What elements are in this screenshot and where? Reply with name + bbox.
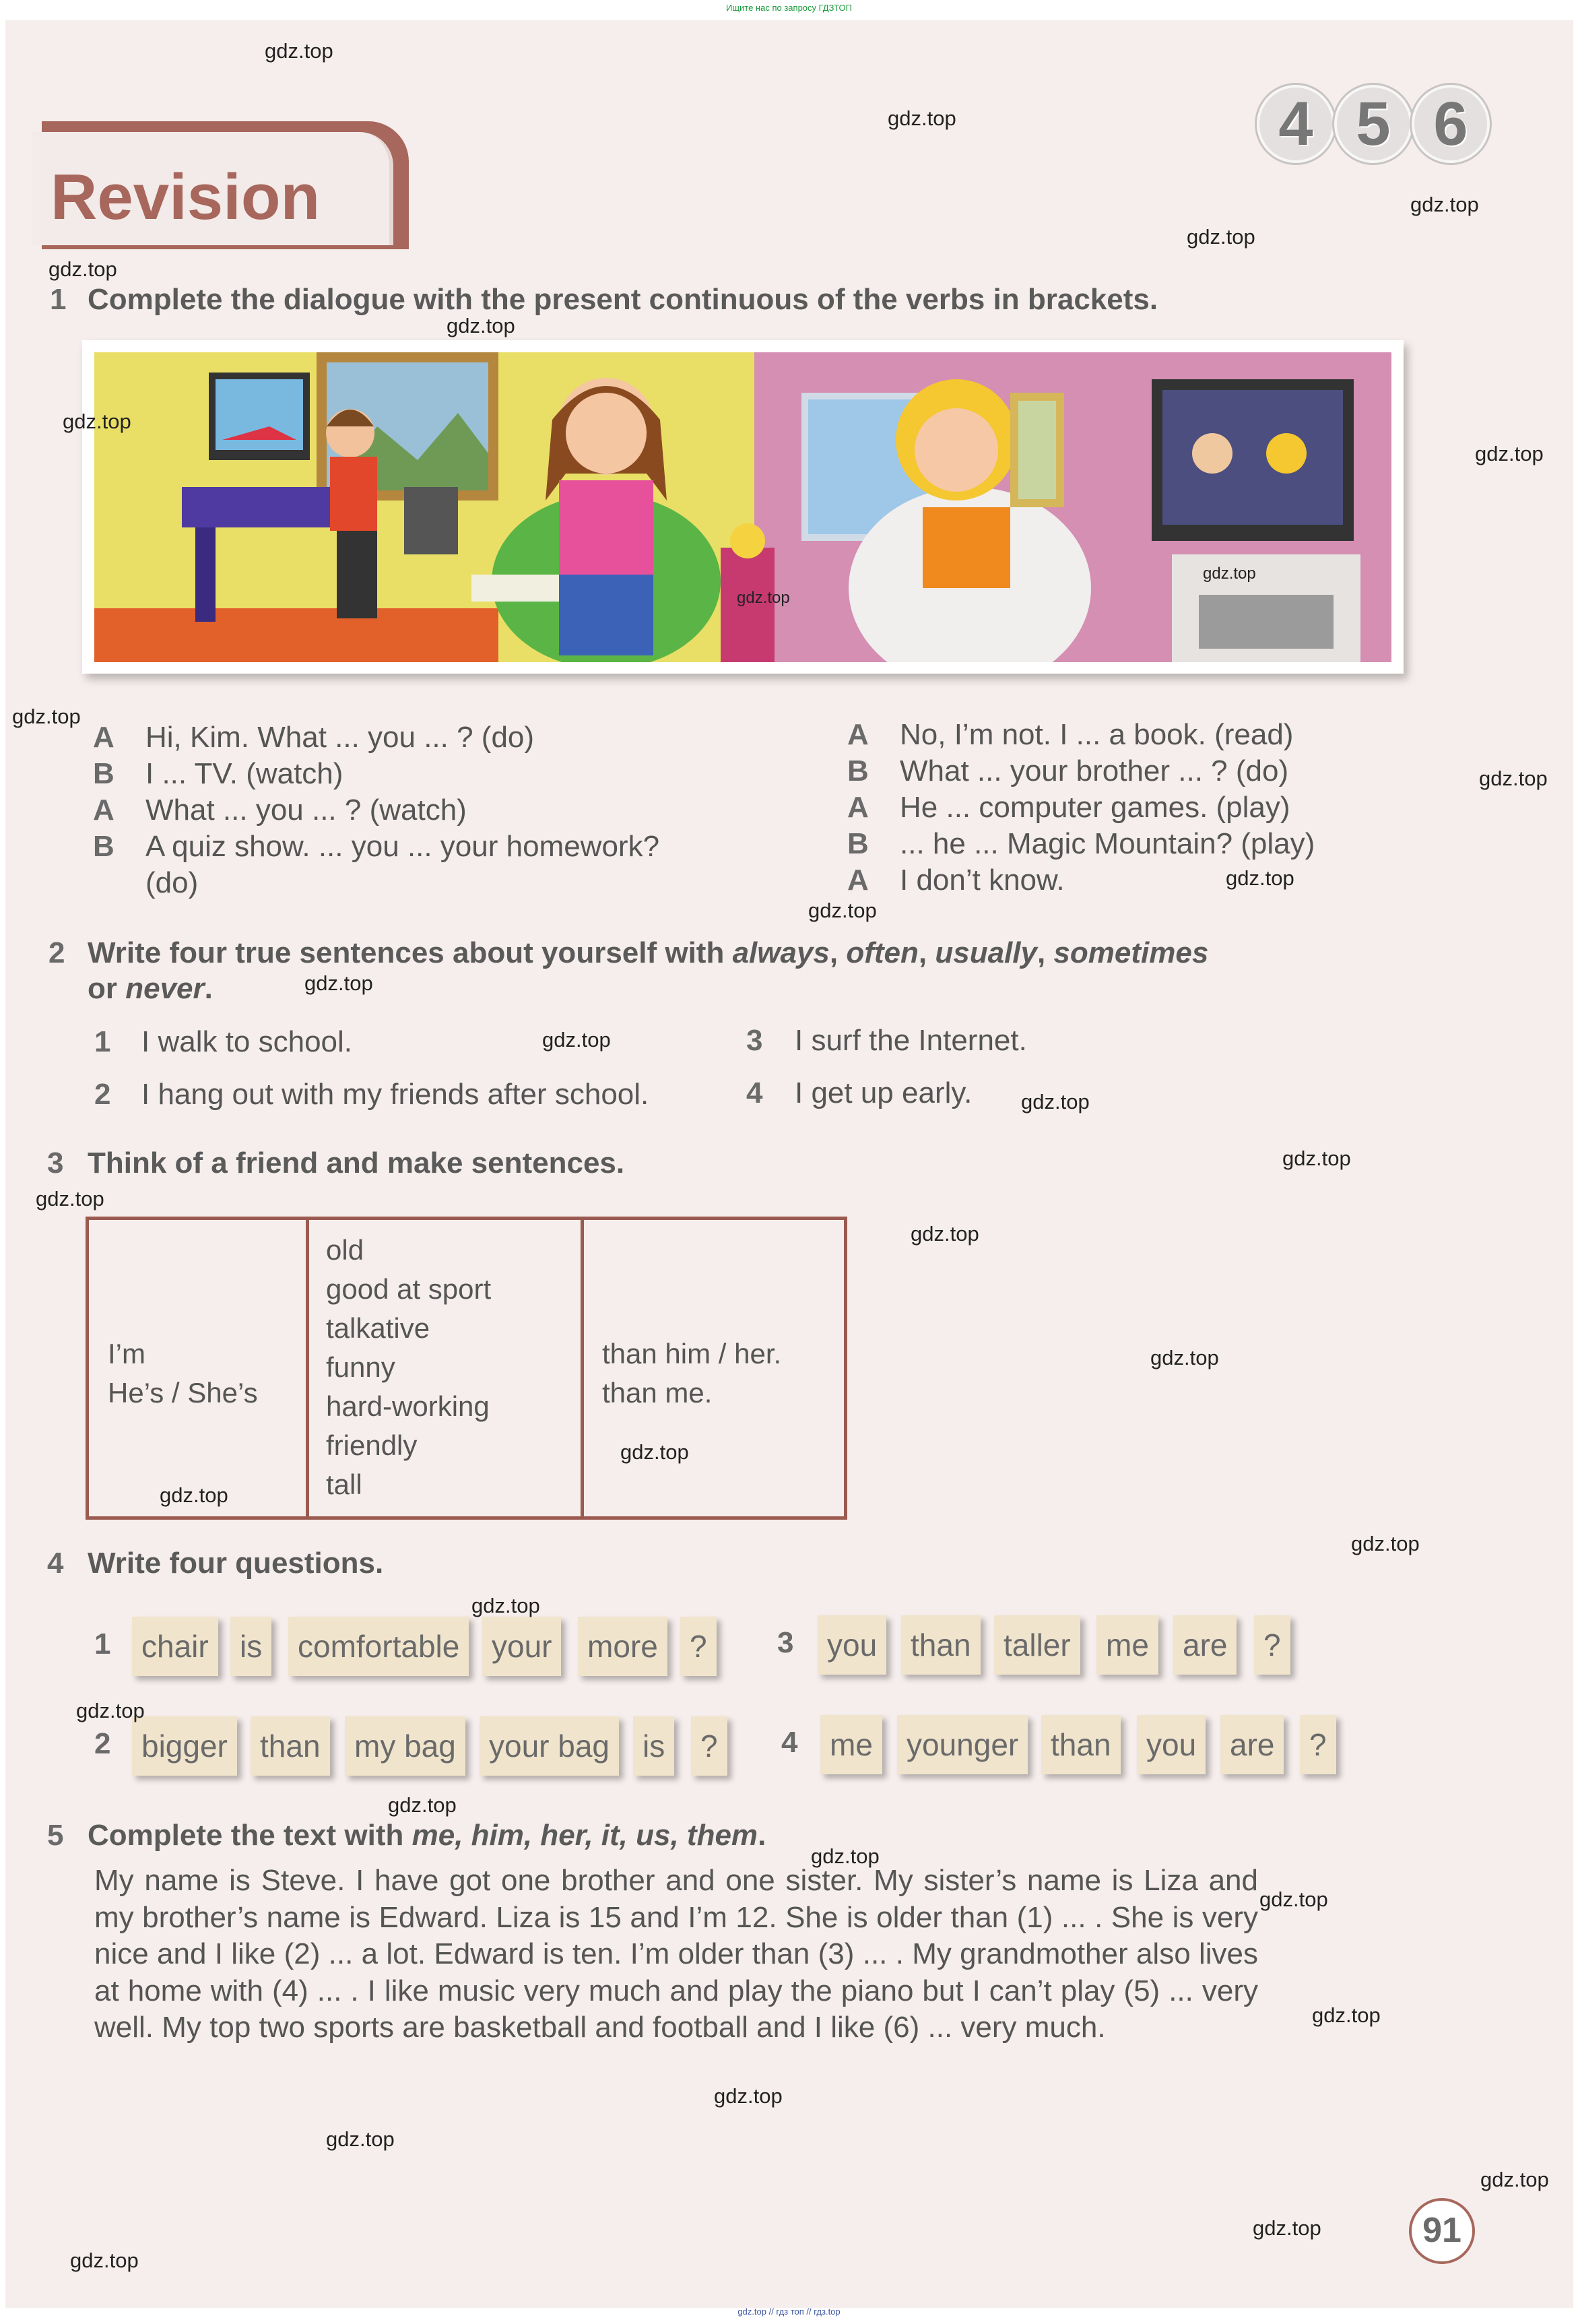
- word-tile[interactable]: ?: [691, 1716, 727, 1776]
- word-tile[interactable]: are: [1220, 1715, 1284, 1774]
- watermark: gdz.top: [714, 2084, 783, 2108]
- speaker: B: [847, 827, 869, 860]
- watermark: gdz.top: [12, 705, 81, 728]
- sentence: I surf the Internet.: [795, 1024, 1027, 1057]
- watermark: gdz.top: [76, 1699, 145, 1722]
- watermark: gdz.top: [1259, 1887, 1328, 1911]
- watermark: gdz.top: [1480, 2168, 1549, 2191]
- table-cell: funny: [326, 1351, 395, 1383]
- word-tile[interactable]: chair: [132, 1617, 218, 1676]
- speaker: A: [93, 794, 114, 827]
- task3-instruction: Think of a friend and make sentences.: [88, 1147, 625, 1180]
- table-cell: hard-working: [326, 1390, 490, 1422]
- table-cell: than me.: [602, 1377, 713, 1409]
- task2-instruction-line2: or never.: [88, 972, 213, 1005]
- unit-badge-6: 6: [1412, 85, 1490, 163]
- speaker: A: [93, 721, 114, 754]
- dialogue-line: ... he ... Magic Mountain? (play): [900, 827, 1315, 860]
- word-tile[interactable]: than: [251, 1716, 330, 1776]
- word-tile[interactable]: me: [820, 1715, 882, 1774]
- sentence: I hang out with my friends after school.: [141, 1078, 649, 1111]
- task1-number: 1: [50, 283, 67, 316]
- top-note: Ищите нас по запросу ГДЗТОП: [725, 3, 852, 13]
- watermark: gdz.top: [1203, 564, 1256, 583]
- word-tile[interactable]: is: [633, 1716, 674, 1776]
- word-tile[interactable]: my bag: [345, 1716, 465, 1776]
- task4-instruction: Write four questions.: [88, 1547, 384, 1580]
- watermark: gdz.top: [1150, 1346, 1219, 1369]
- dialogue-line: A quiz show. ... you ... your homework?: [145, 830, 660, 863]
- bottom-note: gdz.top // гдз топ // гдз.top: [737, 2306, 841, 2317]
- sentence-table: [86, 1217, 847, 1520]
- dialogue-line: He ... computer games. (play): [900, 791, 1290, 824]
- dialogue-line: What ... you ... ? (watch): [145, 794, 467, 827]
- item-number: 3: [746, 1024, 763, 1057]
- word-tile[interactable]: your bag: [480, 1716, 619, 1776]
- watermark: gdz.top: [1187, 225, 1255, 249]
- watermark: gdz.top: [1226, 866, 1294, 890]
- word-tile[interactable]: more: [578, 1617, 667, 1676]
- table-cell: good at sport: [326, 1273, 492, 1305]
- word-tile[interactable]: is: [230, 1617, 271, 1676]
- item-number: 4: [746, 1076, 763, 1109]
- task3-number: 3: [47, 1147, 64, 1180]
- word-tile[interactable]: bigger: [132, 1716, 237, 1776]
- speaker: B: [93, 757, 114, 790]
- watermark: gdz.top: [388, 1793, 457, 1817]
- watermark: gdz.top: [1351, 1532, 1420, 1555]
- watermark: gdz.top: [447, 314, 515, 337]
- word-tile[interactable]: me: [1096, 1615, 1158, 1675]
- unit-badge-4: 4: [1257, 85, 1335, 163]
- task4-number: 4: [47, 1547, 64, 1580]
- table-cell: than him / her.: [602, 1338, 782, 1369]
- speaker: B: [93, 830, 114, 863]
- word-tile[interactable]: than: [1041, 1715, 1121, 1774]
- watermark: gdz.top: [1410, 193, 1479, 216]
- question-number: 4: [781, 1726, 798, 1759]
- table-cell: I’m: [108, 1338, 145, 1369]
- phone-call-illustration: [94, 352, 1391, 662]
- task2-number: 2: [48, 936, 65, 969]
- word-tile[interactable]: your: [482, 1617, 561, 1676]
- word-tile[interactable]: younger: [897, 1715, 1028, 1774]
- watermark: gdz.top: [160, 1483, 228, 1507]
- task1-instruction: Complete the dialogue with the present continuous of the verbs in brackets.: [88, 283, 1158, 316]
- dialogue-line: I don’t know.: [900, 864, 1065, 897]
- watermark: gdz.top: [1282, 1147, 1351, 1170]
- page-title: Revision: [51, 161, 321, 233]
- question-number: 3: [777, 1626, 794, 1659]
- table-cell: old: [326, 1234, 364, 1266]
- question-number: 2: [94, 1727, 111, 1760]
- speaker: A: [847, 718, 869, 751]
- table-cell: tall: [326, 1468, 362, 1500]
- watermark: gdz.top: [1479, 767, 1548, 790]
- task5-instruction: Complete the text with me, him, her, it, us, them.: [88, 1819, 766, 1852]
- watermark: gdz.top: [1475, 442, 1544, 465]
- word-tile[interactable]: are: [1173, 1615, 1237, 1675]
- watermark: gdz.top: [48, 257, 117, 281]
- watermark: gdz.top: [811, 1844, 880, 1868]
- watermark: gdz.top: [326, 2127, 395, 2151]
- speaker: A: [847, 791, 869, 824]
- dialogue-line: What ... your brother ... ? (do): [900, 754, 1289, 787]
- watermark: gdz.top: [1021, 1090, 1090, 1113]
- table-cell: friendly: [326, 1429, 418, 1461]
- task2-instruction: Write four true sentences about yourself with always, often, usually, sometimes: [88, 936, 1209, 969]
- watermark: gdz.top: [36, 1187, 104, 1211]
- watermark: gdz.top: [70, 2249, 139, 2272]
- unit-badge-5: 5: [1334, 85, 1412, 163]
- table-cell: He’s / She’s: [108, 1377, 258, 1409]
- watermark: gdz.top: [1312, 2003, 1381, 2027]
- watermark: gdz.top: [63, 410, 131, 433]
- dialogue-line: Hi, Kim. What ... you ... ? (do): [145, 721, 535, 754]
- sentence: I get up early.: [795, 1076, 973, 1109]
- watermark: gdz.top: [542, 1028, 611, 1052]
- watermark: gdz.top: [888, 106, 956, 130]
- dialogue-line: No, I’m not. I ... a book. (read): [900, 718, 1294, 751]
- word-tile[interactable]: ?: [1254, 1615, 1290, 1675]
- word-tile[interactable]: than: [901, 1615, 981, 1675]
- task5-number: 5: [47, 1819, 64, 1852]
- watermark: gdz.top: [471, 1594, 540, 1617]
- word-tile[interactable]: you: [818, 1615, 886, 1675]
- dialogue-line: I ... TV. (watch): [145, 757, 343, 790]
- sentence: I walk to school.: [141, 1025, 353, 1058]
- watermark: gdz.top: [265, 39, 333, 63]
- dialogue-line: (do): [145, 866, 199, 899]
- page-number: 91: [1409, 2198, 1475, 2264]
- watermark: gdz.top: [304, 971, 373, 995]
- task5-paragraph: My name is Steve. I have got one brother and one sister. My sister’s name is Liza and my brother’s name is Edward. Liza is 15 and I’m 12. She is older than (1) ... . She is very nice and I like (2) ... a lot. Edward is ten. I’m older than (3) ... . My grandmother also lives at home with (4) ... . I like music very much and play the piano but I can’t play (5) ... very well. My top two sports are basketball and football and I like (6) ... very much.: [94, 1864, 1258, 2044]
- watermark: gdz.top: [1253, 2216, 1321, 2240]
- word-tile[interactable]: comfortable: [288, 1617, 469, 1676]
- word-tile[interactable]: ?: [1300, 1715, 1336, 1774]
- watermark: gdz.top: [737, 589, 790, 607]
- item-number: 1: [94, 1025, 111, 1058]
- watermark: gdz.top: [620, 1440, 689, 1464]
- watermark: gdz.top: [911, 1222, 979, 1246]
- word-tile[interactable]: you: [1137, 1715, 1206, 1774]
- table-cell: talkative: [326, 1312, 430, 1344]
- question-number: 1: [94, 1627, 111, 1660]
- watermark: gdz.top: [808, 899, 877, 922]
- word-tile[interactable]: ?: [680, 1617, 717, 1676]
- speaker: A: [847, 864, 869, 897]
- item-number: 2: [94, 1078, 111, 1111]
- speaker: B: [847, 754, 869, 787]
- word-tile[interactable]: taller: [994, 1615, 1080, 1675]
